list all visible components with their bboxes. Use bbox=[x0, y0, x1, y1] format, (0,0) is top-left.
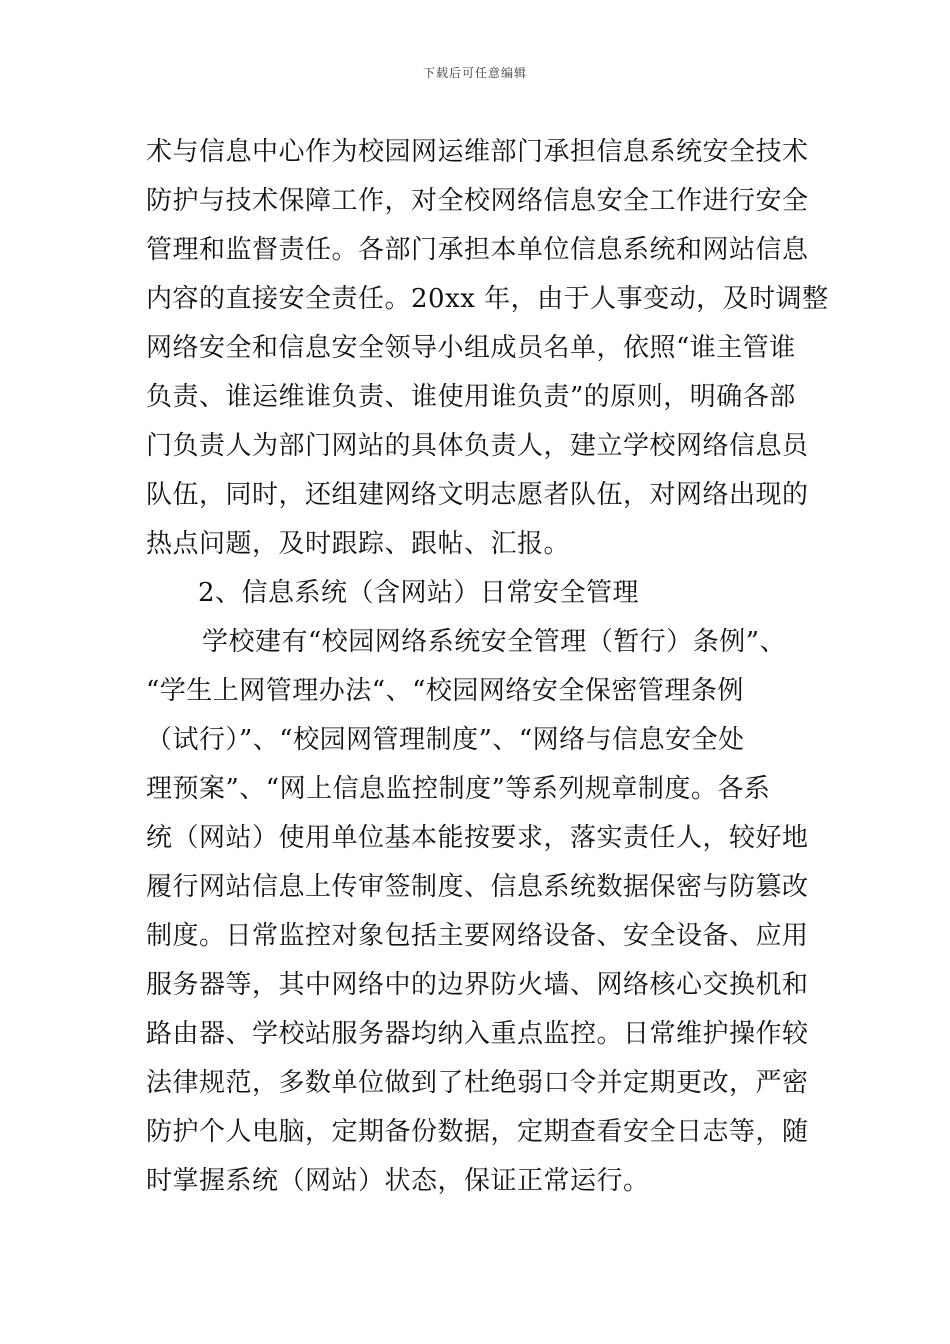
text-line: 防护个人电脑，定期备份数据，定期查看安全日志等，随 bbox=[146, 1117, 809, 1147]
text-line: 统（网站）使用单位基本能按要求，落实责任人，较好地 bbox=[146, 823, 809, 853]
text-line: 服务器等，其中网络中的边界防火墙、网络核心交换机和 bbox=[146, 970, 809, 1000]
text-line: 防护与技术保障工作，对全校网络信息安全工作进行安全 bbox=[146, 186, 809, 216]
text-line: 负责、谁运维谁负责、谁使用谁负责”的原则，明确各部 bbox=[146, 382, 796, 412]
document-body bbox=[146, 128, 829, 1206]
text-line: 队伍，同时，还组建网络文明志愿者队伍，对网络出现的 bbox=[146, 480, 809, 510]
text-line: 内容的直接安全责任。20xx 年，由于人事变动，及时调整 bbox=[146, 284, 829, 314]
text-line: “学生上网管理办法“、“校园网络安全保密管理条例 bbox=[146, 676, 744, 706]
page-header: 下载后可任意编辑 bbox=[422, 66, 527, 80]
text-line: 法律规范，多数单位做到了杜绝弱口令并定期更改，严密 bbox=[146, 1068, 809, 1098]
text-line: 制度。日常监控对象包括主要网络设备、安全设备、应用 bbox=[146, 921, 809, 951]
text-line: 管理和监督责任。各部门承担本单位信息系统和网站信息 bbox=[146, 235, 809, 265]
text-line: 网络安全和信息安全领导小组成员名单，依照“谁主管谁 bbox=[146, 333, 796, 363]
text-line: 理预案”、“网上信息监控制度”等系列规章制度。各系 bbox=[146, 774, 771, 804]
text-line: 路由器、学校站服务器均纳入重点监控。日常维护操作较 bbox=[146, 1019, 809, 1049]
text-line: 学校建有“校园网络系统安全管理（暂行）条例”、 bbox=[202, 627, 787, 657]
text-line: 热点问题，及时跟踪、跟帖、汇报。 bbox=[146, 529, 571, 559]
text-line: 门负责人为部门网站的具体负责人，建立学校网络信息员 bbox=[146, 431, 809, 461]
text-line: 术与信息中心作为校园网运维部门承担信息系统安全技术 bbox=[146, 137, 809, 167]
text-line: （试行）”、“校园网管理制度”、“网络与信息安全处 bbox=[146, 725, 745, 755]
section-heading: 2、信息系统（含网站）日常安全管理 bbox=[198, 578, 640, 608]
text-line: 履行网站信息上传审签制度、信息系统数据保密与防篡改 bbox=[146, 872, 809, 902]
text-line: 时掌握系统（网站）状态，保证正常运行。 bbox=[146, 1166, 650, 1196]
